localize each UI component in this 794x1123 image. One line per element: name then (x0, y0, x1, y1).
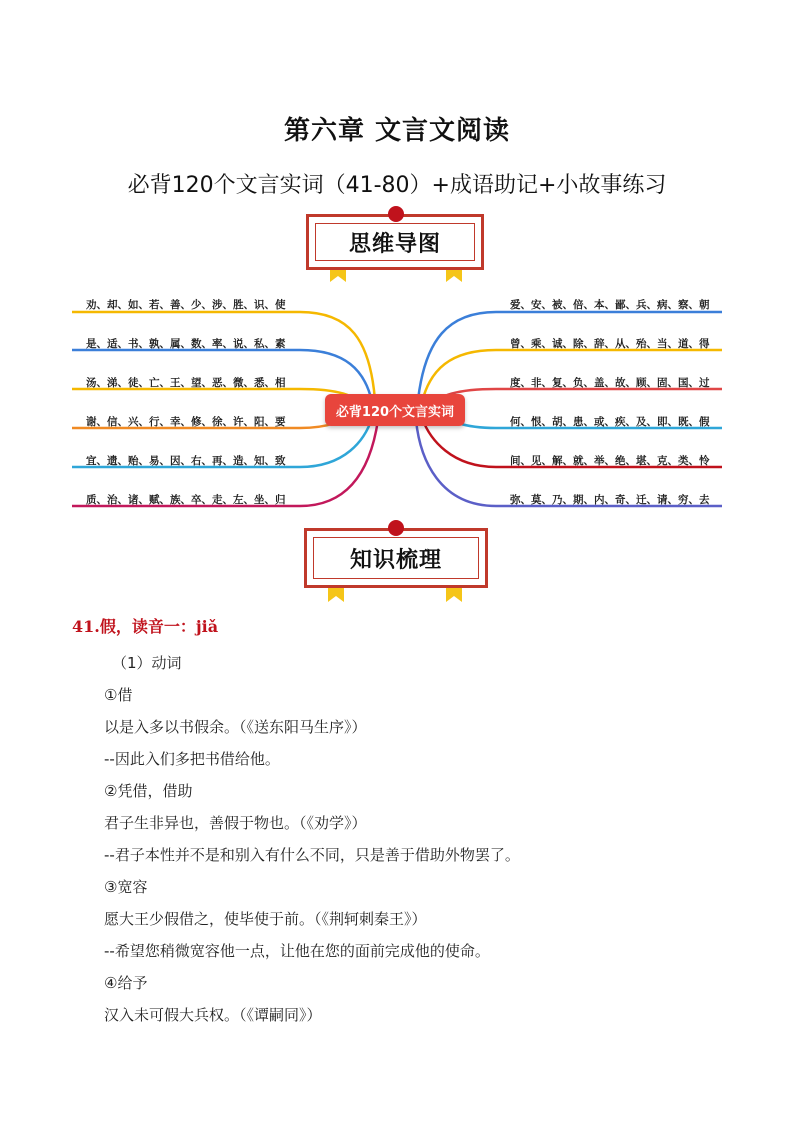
content-line: 以是入多以书假余。（《送东阳马生序》） (104, 718, 367, 736)
branch-left-6: 质、治、诸、赋、族、卒、走、左、坐、归 (86, 494, 286, 506)
content-line: 君子生非异也，善假于物也。（《劝学》） (104, 814, 367, 832)
content-line: ③宽容 (104, 878, 148, 896)
content-line: --因此入们多把书借给他。 (104, 750, 280, 768)
branch-left-2: 是、适、书、孰、属、数、率、说、私、素 (86, 338, 286, 350)
branch-left-5: 宜、遗、贻、易、因、右、再、造、知、致 (86, 455, 286, 467)
branch-right-2: 曾、乘、诚、除、辞、从、殆、当、道、得 (510, 338, 710, 350)
content-line: ②凭借，借助 (104, 782, 193, 800)
page-subtitle: 必背120个文言实词（41-80）+成语助记+小故事练习 (127, 173, 667, 198)
content-line: --希望您稍微宽容他一点，让他在您的面前完成他的使命。 (104, 942, 490, 960)
branch-left-1: 劝、却、如、若、善、少、涉、胜、识、使 (86, 299, 286, 311)
branch-left-4: 谢、信、兴、行、幸、修、徐、许、阳、要 (86, 416, 286, 428)
content-line: ④给予 (104, 974, 148, 992)
mindmap-center: 必背120个文言实词 (325, 394, 465, 426)
content-line: （1）动词 (112, 654, 182, 672)
content-line: --君子本性并不是和别入有什么不同，只是善于借助外物罢了。 (104, 846, 520, 864)
content-line: ①借 (104, 686, 133, 704)
branch-right-1: 爱、安、被、倍、本、鄙、兵、病、察、朝 (510, 299, 710, 311)
branch-right-3: 度、非、复、负、盖、故、顾、固、国、过 (510, 377, 710, 389)
branch-right-5: 间、见、解、就、举、绝、堪、克、类、怜 (510, 455, 710, 467)
branch-right-6: 弥、莫、乃、期、内、奇、迁、请、穷、去 (510, 494, 710, 506)
banner-label: 思维导图 (315, 223, 475, 261)
banner-label: 知识梳理 (313, 537, 479, 579)
page-title: 第六章 文言文阅读 (283, 116, 511, 146)
dot-icon (388, 520, 404, 536)
branch-right-4: 何、恨、胡、患、或、疾、及、即、既、假 (510, 416, 710, 428)
section-heading: 41.假，读音一：jiǎ (72, 617, 219, 636)
content-line: 汉入未可假大兵权。（《谭嗣同》） (104, 1006, 322, 1024)
content-line: 愿大王少假借之，使毕使于前。（《荆轲刺秦王》） (104, 910, 427, 928)
branch-left-3: 汤、涕、徒、亡、王、望、恶、微、悉、相 (86, 377, 286, 389)
